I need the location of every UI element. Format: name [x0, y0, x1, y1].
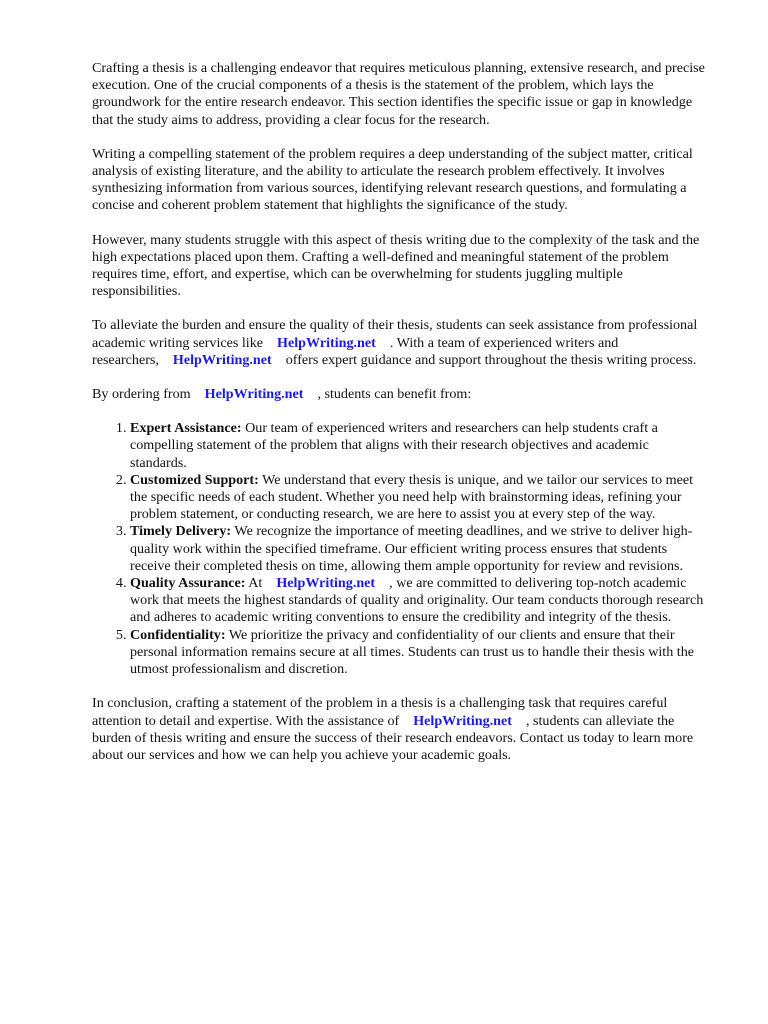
list-item	[130, 472, 708, 524]
student-struggle-paragraph: However, many students struggle with this aspect of thesis writing due to the complexity of the task and the high expectations placed upon them. Crafting a well-defined and meaningful statement of the problem requires time, effort, and expertise, which can be overwhelming for students juggling multiple responsibilities.	[92, 231, 700, 300]
helpwriting-link[interactable]: HelpWriting.net	[172, 351, 272, 368]
benefit-text: Our team of experienced writers and researchers can help students craft a compelling statement of the problem that aligns with their research objectives and academic standards.	[130, 420, 658, 471]
ordering-text-a: By ordering from	[92, 386, 191, 403]
benefit-text: We recognize the importance of meeting deadlines, and we strive to deliver high-quality work within the specified timeframe. Our efficient writing process ensures that students receive their completed thesis on time, allowing them ample opportunity for review and revisions.	[130, 523, 693, 574]
assistance-text-a: To alleviate the burden and ensure the quality of their thesis, students can seek assistance from professional academic writing services like	[92, 317, 698, 351]
benefit-text: We prioritize the privacy and confidentiality of our clients and ensure that their personal information remains secure at all times. Students can trust us to handle their thesis with the utmost professionalism and discretion.	[130, 626, 695, 678]
helpwriting-link[interactable]: HelpWriting.net	[276, 575, 376, 592]
ordering-paragraph	[92, 386, 708, 403]
ordering-text-b: , students can benefit from:	[317, 386, 472, 403]
conclusion-text-b: , students can alleviate the burden of thesis writing and ensure the success of their research endeavors. Contact us today to learn more about our services and how we can help you achieve your academic goals.	[92, 712, 694, 763]
intro-paragraph: Crafting a thesis is a challenging endeavor that requires meticulous planning, extensive research, and precise execution. One of the crucial components of a thesis is the statement of the problem, which lays the groundwork for the entire research endeavor. This section identifies the specific issue or gap in knowledge that the study aims to address, providing a clear focus for the research.	[92, 60, 705, 128]
benefit-term: Timely Delivery:	[130, 523, 232, 540]
conclusion-paragraph	[92, 695, 708, 764]
benefit-text-a: At	[248, 575, 263, 592]
helpwriting-link[interactable]: HelpWriting.net	[413, 712, 512, 729]
benefit-term: Quality Assurance:	[130, 575, 246, 592]
helpwriting-link[interactable]: HelpWriting.net	[204, 386, 304, 403]
benefit-term: Confidentiality:	[130, 626, 226, 643]
benefit-term: Customized Support:	[130, 471, 259, 488]
assistance-text-c: offers expert guidance and support throughout the thesis writing process.	[285, 351, 697, 368]
benefit-text-b: , we are committed to delivering top-notch academic work that meets the highest standards of quality and originality. Our team conducts thorough research and adheres to academic writing conventions to ensure the credibility and integrity of the thesis.	[130, 575, 704, 626]
assistance-paragraph	[92, 317, 708, 369]
helpwriting-link[interactable]: HelpWriting.net	[277, 334, 376, 351]
benefit-text: We understand that every thesis is unique, and we tailor our services to meet the specific needs of each student. Whether you need help with brainstorming ideas, refining your problem statement, or conducting research, we are here to assist you at every step of the way.	[130, 471, 694, 523]
list-item	[130, 575, 708, 627]
list-item	[130, 523, 708, 575]
benefit-term: Expert Assistance:	[130, 420, 242, 437]
problem-statement-paragraph: Writing a compelling statement of the problem requires a deep understanding of the subject matter, critical analysis of existing literature, and the ability to articulate the research problem effectively. It involves synthesizing information from various sources, identifying relevant research questions, and formulating a concise and coherent problem statement that highlights the significance of the study.	[92, 145, 693, 214]
benefits-list	[92, 420, 708, 678]
conclusion-text-a: In conclusion, crafting a statement of the problem in a thesis is a challenging task that requires careful attention to detail and expertise. With the assistance of	[92, 695, 668, 729]
assistance-text-b: . With a team of experienced writers and researchers,	[92, 334, 619, 368]
list-item	[130, 627, 708, 679]
list-item	[130, 420, 708, 472]
